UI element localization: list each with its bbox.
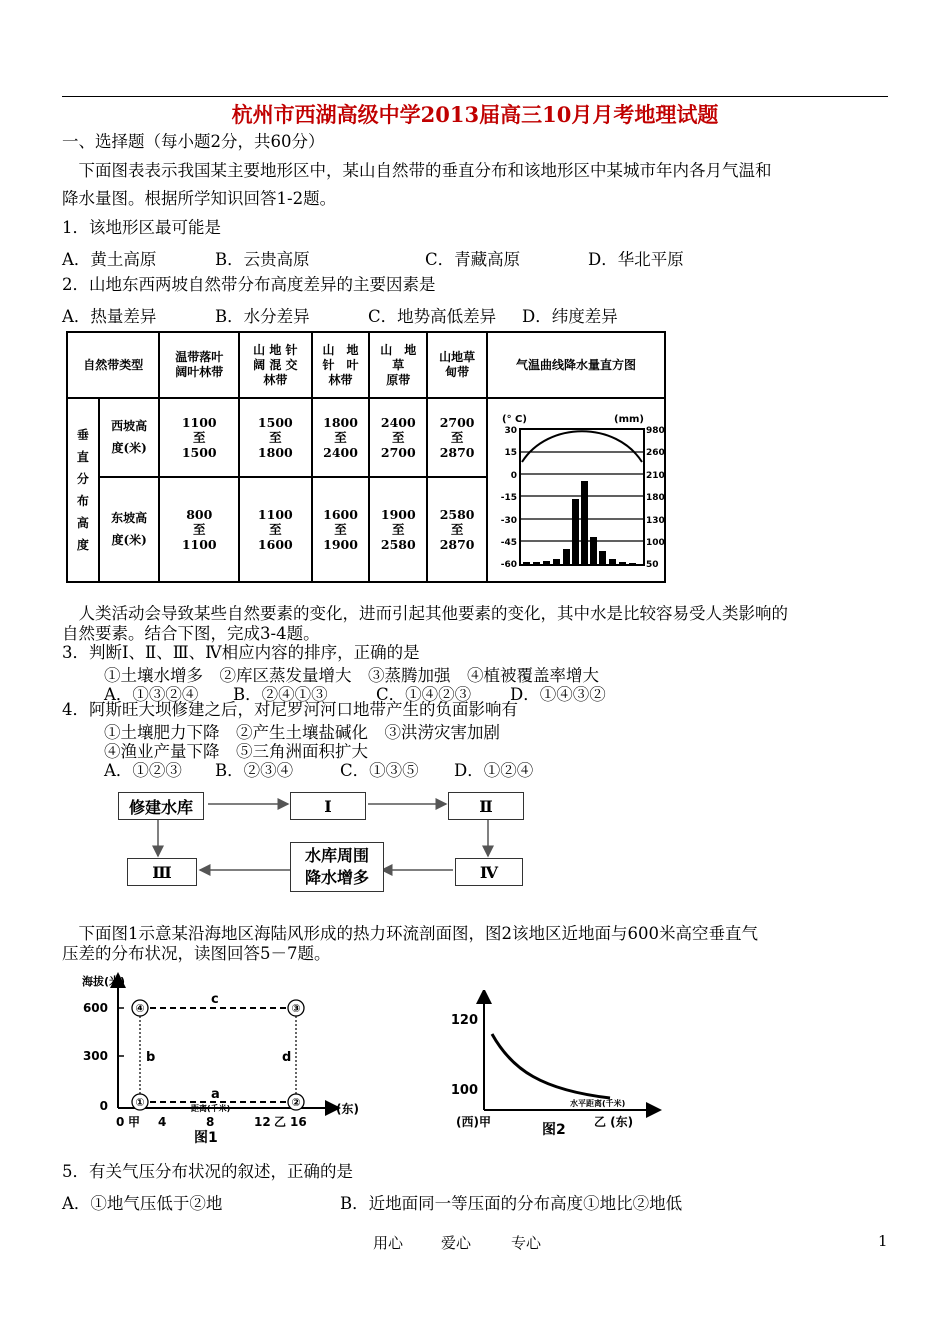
q1-option-c: C．青藏高原 [425,250,521,269]
fig1-east: (东) [336,1102,359,1116]
fig1-ytick: 0 [99,1099,108,1113]
q1-option-b: B．云贵高原 [215,250,310,269]
q4-option-c: C．①③⑤ [340,761,419,780]
figure-1 [78,970,378,1150]
left-tick: -60 [500,560,517,570]
q5-option-b: B．近地面同一等压面的分布高度①地比②地低 [340,1194,683,1213]
q2-option-b: B．水分差异 [215,307,310,326]
point-4: ④ [135,1002,145,1015]
fig1-xlabel-yi: 乙 [274,1115,287,1129]
fig1-distance: 距离(千米) [191,1104,231,1113]
flow-node-center: 水库周围 降水增多 [290,842,384,892]
q3-stem: 3．判断Ⅰ、Ⅱ、Ⅲ、Ⅳ相应内容的排序，正确的是 [62,643,420,662]
intro-3-line-2: 压差的分布状况，读图回答5－7题。 [62,944,331,963]
fig1-ytick: 300 [82,1049,108,1063]
fig1-caption: 图1 [194,1130,218,1146]
flow-node-3: Ⅲ [127,858,197,886]
left-tick: -30 [500,516,517,526]
right-tick: 210 [645,471,664,481]
fig1-xtick: 0 [116,1115,125,1129]
fig1-xtick: 4 [158,1115,167,1129]
q4-items-2: ④渔业产量下降 ⑤三角洲面积扩大 [104,742,368,761]
header-col-4: 山 地 草 原带 [369,332,427,398]
fig2-ytick: 100 [450,1083,478,1098]
cell: 800 至 1100 [159,477,239,582]
fig2-ytick: 120 [450,1013,478,1028]
climate-chart-cell [487,398,665,582]
flow-node-2: Ⅱ [448,792,524,820]
page-number: 1 [878,1232,888,1250]
fig1-ylabel: 海拔(米) [82,975,126,988]
point-2: ② [291,1096,301,1109]
right-tick: 130 [645,516,664,526]
footer-3: 专心 [511,1234,542,1252]
pressure-curve [492,1034,610,1098]
q3-option-c: C．①④②③ [376,685,472,704]
q3-option-d: D．①④③② [510,685,606,704]
intro-3-line-1: 下面图1示意某沿海地区海陆风形成的热力环流剖面图，图2该地区近地面与600米高空垂直气 [62,924,758,943]
header-col-3: 山 地 针 叶 林带 [312,332,370,398]
q4-items-1: ①土壤肥力下降 ②产生土壤盐碱化 ③洪涝灾害加剧 [104,723,500,742]
cell: 2400 至 2700 [369,398,427,477]
cell: 1500 至 1800 [239,398,312,477]
cell: 2700 至 2870 [427,398,487,477]
cell: 1100 至 1500 [159,398,239,477]
temperature-curve [522,431,642,462]
q5-stem: 5．有关气压分布状况的叙述，正确的是 [62,1162,353,1181]
label-d: d [282,1050,292,1065]
header-col-5: 山地草 甸带 [427,332,487,398]
q4-option-b: B．②③④ [215,761,294,780]
cell: 1800 至 2400 [312,398,370,477]
right-unit: (mm) [613,414,644,425]
top-rule [62,96,888,97]
fig1-xtick: 8 [206,1115,215,1129]
row-label-east: 东坡高 度(米) [99,477,160,582]
q1-option-a: A．黄土高原 [62,250,157,269]
vertical-zone-table [66,331,666,583]
q2-option-d: D．纬度差异 [522,307,618,326]
precip-bars [523,481,636,565]
right-tick: 260 [645,448,664,458]
section-heading: 一、选择题（每小题2分，共60分） [62,132,325,151]
q3-items: ①土壤水增多 ②库区蒸发量增大 ③蒸腾加强 ④植被覆盖率增大 [104,666,599,685]
cell: 1900 至 2580 [369,477,427,582]
q2-option-a: A．热量差异 [62,307,157,326]
footer-1: 用心 [373,1234,404,1252]
q1-option-d: D．华北平原 [588,250,684,269]
flow-node-1: Ⅰ [290,792,366,820]
page-title: 杭州市西湖高级中学2013届高三10月月考地理试题 [231,102,719,127]
fig1-xlabel-jia: 甲 [128,1115,141,1129]
intro-2-line-1: 人类活动会导致某些自然要素的变化，进而引起其他要素的变化，其中水是比较容易受人类影响的 [62,604,788,623]
right-tick: 180 [645,493,664,503]
label-a: a [211,1087,220,1102]
q2-stem: 2．山地东西两坡自然带分布高度差异的主要因素是 [62,275,436,294]
fig2-xlabel: 水平距离(千米) [570,1099,626,1108]
row-group-label: 垂 直 分 布 高 度 [67,398,99,582]
fig2-west: (西)甲 [456,1115,491,1129]
left-tick: 0 [510,471,517,481]
right-tick: 50 [645,560,659,570]
header-zone-type: 自然带类型 [67,332,159,398]
q3-option-a: A．①③②④ [104,685,199,704]
flow-node-start: 修建水库 [118,792,204,820]
climate-chart [488,399,664,577]
q4-option-a: A．①②③ [104,761,182,780]
fig1-xtick: 12 [254,1115,271,1129]
fig2-caption: 图2 [542,1122,566,1138]
footer-2: 爱心 [441,1234,472,1252]
flow-node-4: Ⅳ [455,858,523,886]
left-tick: -45 [500,538,517,548]
cell: 1100 至 1600 [239,477,312,582]
left-tick: -15 [500,493,517,503]
left-tick: 30 [504,426,517,436]
intro-1-line-2: 降水量图。根据所学知识回答1-2题。 [62,189,337,208]
right-tick: 980 [645,426,664,436]
left-unit: (° C) [501,414,527,425]
intro-1-line-1: 下面图表表示我国某主要地形区中，某山自然带的垂直分布和该地形区中某城市年内各月气温和 [62,161,772,180]
q5-option-a: A．①地气压低于②地 [62,1194,223,1213]
intro-2-line-2: 自然要素。结合下图，完成3-4题。 [62,624,320,643]
label-b: b [146,1050,156,1065]
row-label-west: 西坡高 度(米) [99,398,160,477]
figure-2 [442,990,662,1142]
q1-stem: 1．该地形区最可能是 [62,218,221,237]
label-c: c [211,992,219,1007]
q3-option-b: B．②④①③ [233,685,328,704]
header-col-1: 温带落叶 阔叶林带 [159,332,239,398]
right-tick: 100 [645,538,664,548]
header-chart: 气温曲线降水量直方图 [487,332,665,398]
left-tick: 15 [504,448,517,458]
cell: 2580 至 2870 [427,477,487,582]
q4-option-d: D．①②④ [454,761,534,780]
q4-stem: 4．阿斯旺大坝修建之后，对尼罗河河口地带产生的负面影响有 [62,700,518,719]
fig1-xtick: 16 [290,1115,307,1129]
fig2-east: 乙 (东) [594,1115,634,1129]
fig1-ytick: 600 [82,1001,108,1015]
point-1: ① [135,1096,145,1109]
header-col-2: 山 地 针 阔 混 交 林带 [239,332,312,398]
q2-option-c: C．地势高低差异 [368,307,497,326]
point-3: ③ [291,1002,301,1015]
cell: 1600 至 1900 [312,477,370,582]
